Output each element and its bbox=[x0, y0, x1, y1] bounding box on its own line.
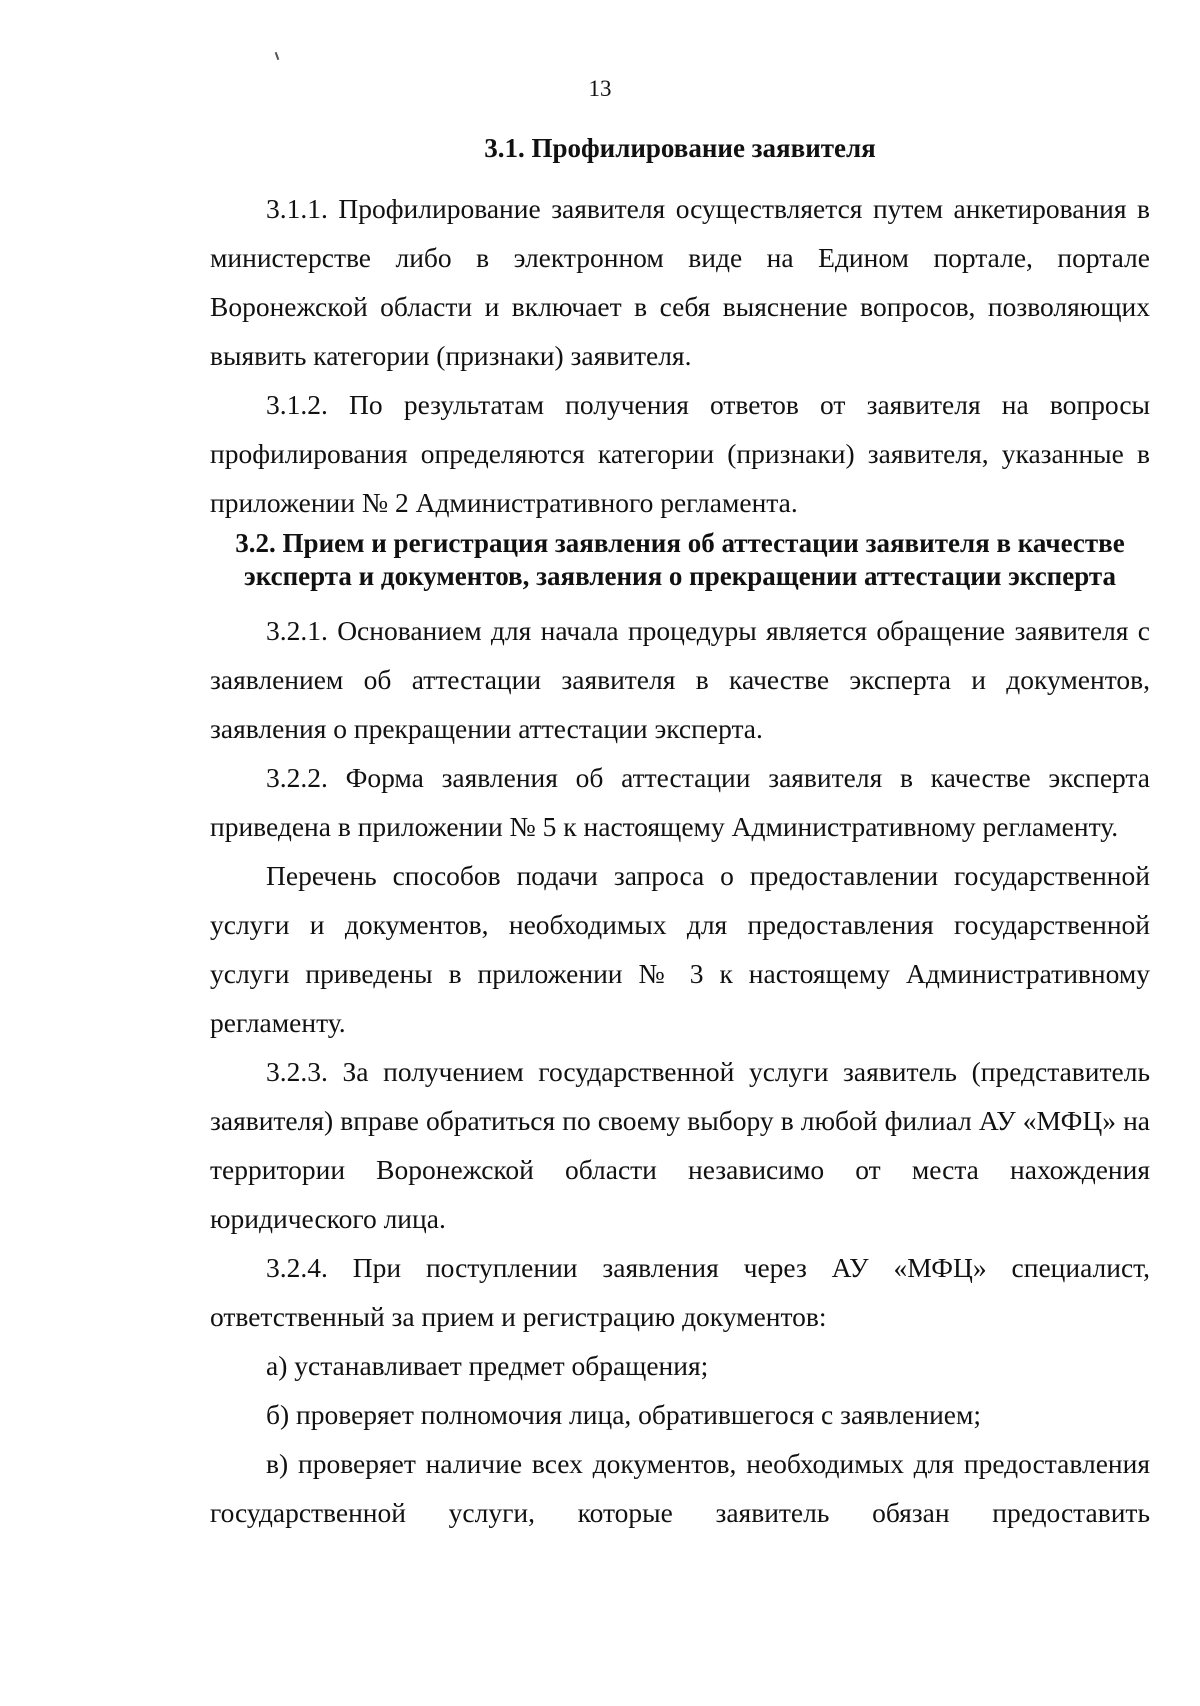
paragraph-3-1-2: 3.1.2. По результатам получения ответов от заявителя на вопросы профилирования определяются категории (признаки) заявителя, указанные в приложении № 2 Административного регламента. bbox=[210, 389, 1150, 518]
paragraph-submission-methods: Перечень способов подачи запроса о предоставлении государственной услуги и документов, необходимых для предоставления государственной услуги приведены в приложении № 3 к настоящему Административному регламенту. bbox=[210, 860, 1150, 1038]
section-3-1-body bbox=[210, 184, 1150, 527]
section-3-2-body bbox=[210, 606, 1150, 1537]
list-item-a: а) устанавливает предмет обращения; bbox=[266, 1350, 709, 1381]
section-heading-3-1: 3.1. Профилирование заявителя bbox=[484, 133, 876, 163]
scan-artifact-mark bbox=[275, 52, 280, 60]
section-heading-3-2-line2: эксперта и документов, заявления о прекращении аттестации эксперта bbox=[244, 561, 1116, 591]
paragraph-3-2-3: 3.2.3. За получением государственной услуги заявитель (представитель заявителя) вправе обратиться по своему выбору в любой филиал АУ «МФЦ» на территории Воронежской области независимо от места нахождения юридического лица. bbox=[210, 1056, 1150, 1234]
paragraph-3-2-1: 3.2.1. Основанием для начала процедуры является обращение заявителя с заявлением об аттестации заявителя в качестве эксперта и документов, заявления о прекращении аттестации эксперта. bbox=[210, 615, 1150, 744]
page-number: 13 bbox=[588, 76, 612, 101]
paragraph-3-2-2: 3.2.2. Форма заявления об аттестации заявителя в качестве эксперта приведена в приложении № 5 к настоящему Административному регламенту. bbox=[210, 762, 1150, 842]
section-heading-3-2 bbox=[210, 527, 1150, 593]
paragraph-3-1-1: 3.1.1. Профилирование заявителя осуществляется путем анкетирования в министерстве либо в электронном виде на Едином портале, портале Воронежской области и включает в себя выяснение вопросов, позволяющих выявить категории (признаки) заявителя. bbox=[210, 193, 1150, 371]
paragraph-3-2-4: 3.2.4. При поступлении заявления через АУ «МФЦ» специалист, ответственный за прием и регистрацию документов: bbox=[210, 1252, 1150, 1332]
list-item-b: б) проверяет полномочия лица, обратившегося с заявлением; bbox=[266, 1399, 982, 1430]
section-heading-3-2-line1: 3.2. Прием и регистрация заявления об аттестации заявителя в качестве bbox=[235, 528, 1125, 558]
list-item-v: в) проверяет наличие всех документов, необходимых для предоставления государственной услуги, которые заявитель обязан предоставить bbox=[210, 1448, 1150, 1528]
